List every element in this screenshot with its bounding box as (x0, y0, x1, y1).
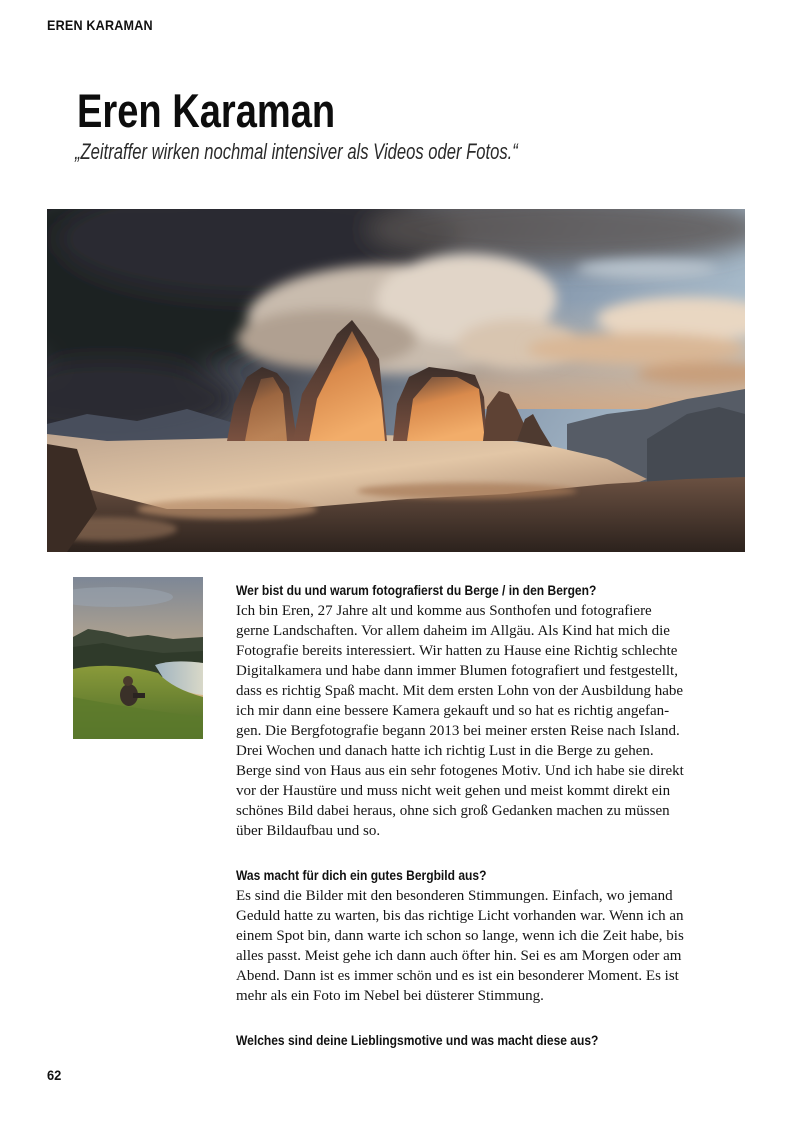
answer-line: Digitalkamera und habe dann immer Blumen fotografiert und festgestellt, (236, 663, 678, 679)
answer-line: schönes Bild dabei heraus, ohne sich groß Gedanken machen zu müssen (236, 803, 670, 819)
answer-line: gen. Die Bergfotografie begann 2013 bei meiner ersten Reise nach Island. (236, 723, 680, 739)
interview-question: Welches sind deine Lieblingsmotive und was macht diese aus? (236, 1032, 599, 1048)
page-number: 62 (47, 1067, 62, 1083)
hero-photo (47, 209, 745, 552)
answer-line: gerne Landschaften. Vor allem daheim im Allgäu. Als Kind hat mich die (236, 623, 670, 639)
answer-line: Berge sind von Haus aus ein sehr fotogenes Motiv. Und ich habe sie direkt (236, 763, 684, 779)
answer-line: einem Spot bin, dann warte ich schon so lange, wenn ich die Zeit habe, bis (236, 928, 684, 944)
answer-line: mehr als ein Foto im Nebel bei düsterer Stimmung. (236, 988, 544, 1004)
interview-question: Wer bist du und warum fotografierst du Berge / in den Bergen? (236, 582, 597, 598)
answer-line: alles passt. Meist gehe ich dann auch öfter hin. Sei es am Morgen oder am (236, 948, 682, 964)
qa-block (236, 864, 726, 1006)
portrait-photo (73, 577, 203, 739)
interview-question: Was macht für dich ein gutes Bergbild aus? (236, 867, 487, 883)
qa-block (236, 1029, 726, 1051)
answer-line: vor der Haustüre und muss nicht weit gehen und meist kommt direkt ein (236, 783, 671, 799)
mountain-landscape-image (47, 209, 745, 552)
article-quote: „Zeitraffer wirken nochmal intensiver als Videos oder Fotos.“ (75, 139, 518, 164)
photographer-portrait-image (73, 577, 203, 739)
article-title: Eren Karaman (77, 84, 336, 137)
answer-line: ich mir dann eine bessere Kamera gekauft und so hat es richtig angefan- (236, 703, 670, 719)
answer-line: Es sind die Bilder mit den besonderen Stimmungen. Einfach, wo jemand (236, 888, 673, 904)
answer-line: über Bildaufbau und so. (236, 823, 381, 839)
answer-line: Geduld hatte zu warten, bis das richtige Licht vorhanden war. Wenn ich an (236, 908, 684, 924)
answer-line: Ich bin Eren, 27 Jahre alt und komme aus Sonthofen und fotografiere (236, 603, 652, 619)
interview-text (236, 579, 726, 1074)
answer-line: Fotografie bereits interessiert. Wir hatten zu Hause eine Richtig schlechte (236, 643, 678, 659)
answer-line: dass es richtig Spaß macht. Mit dem ersten Lohn von der Ausbildung habe (236, 683, 684, 699)
answer-line: Abend. Dann ist es immer schön und es ist ein besonderer Moment. Es ist (236, 968, 679, 984)
running-header: EREN KARAMAN (47, 17, 153, 33)
qa-block (236, 579, 726, 841)
answer-line: Drei Wochen und danach hatte ich richtig Lust in die Berge zu gehen. (236, 743, 654, 759)
